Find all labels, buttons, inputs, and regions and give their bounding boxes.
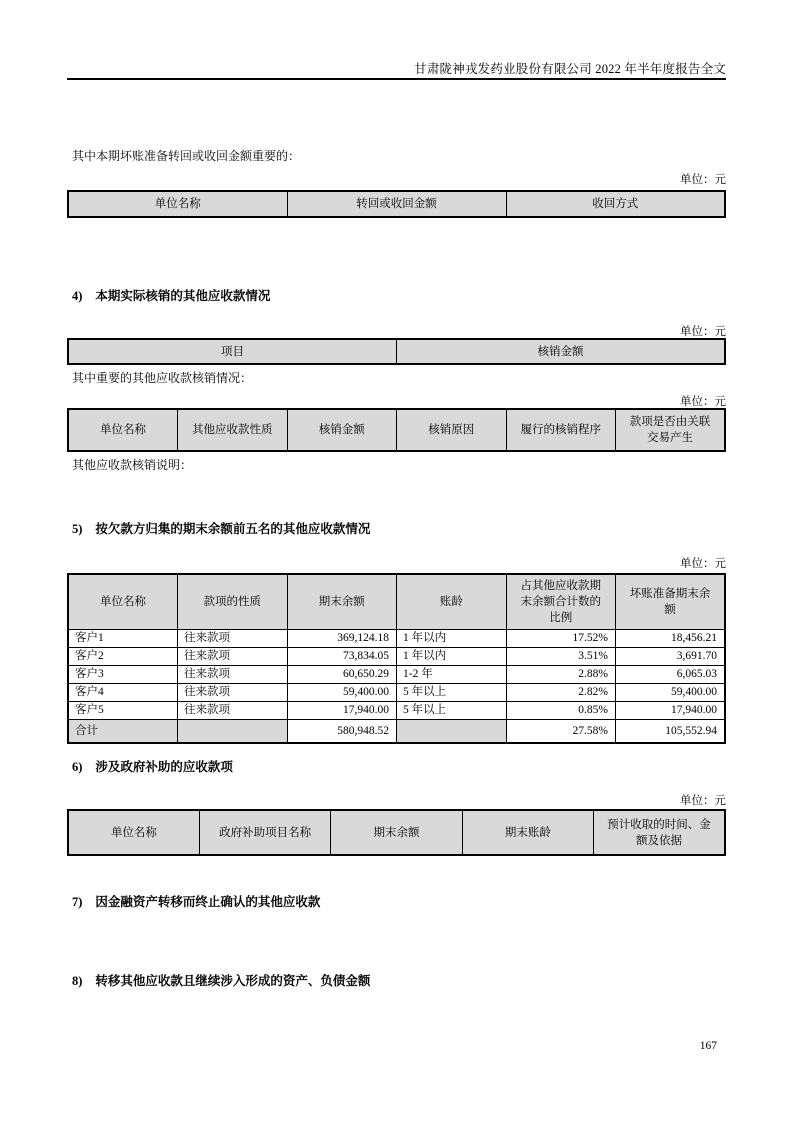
table-header-row — [68, 574, 725, 630]
cell-ending-balance: 17,940.00 — [287, 702, 397, 720]
cell-unit-name: 客户2 — [68, 648, 178, 666]
section-6-heading — [72, 757, 233, 775]
unit-label-5: 单位：元 — [680, 795, 726, 807]
section-7-title: 因金融资产转移而终止确认的其他应收款 — [95, 895, 321, 909]
col-header-receivable-nature: 其他应收款性质 — [178, 409, 288, 451]
cell-nature: 往来款项 — [178, 666, 288, 684]
top5-receivables-table — [67, 573, 726, 744]
table-row-customer-3 — [68, 666, 725, 684]
unit-label-2: 单位：元 — [680, 326, 726, 338]
col-header-subsidy-project: 政府补助项目名称 — [199, 810, 330, 855]
unit-label-1: 单位：元 — [680, 174, 726, 186]
section-4-title: 本期实际核销的其他应收款情况 — [95, 289, 271, 303]
table-row-customer-2 — [68, 648, 725, 666]
cell-nature: 往来款项 — [178, 630, 288, 648]
col-header-unit-name: 单位名称 — [68, 409, 178, 451]
section-4-heading — [72, 286, 270, 304]
section-8-number: 8) — [72, 974, 83, 988]
cell-empty — [397, 720, 507, 744]
cell-aging: 1 年以内 — [397, 648, 507, 666]
col-header-ending-balance: 期末余额 — [287, 574, 397, 630]
header-rule — [67, 78, 726, 80]
col-header-nature: 款项的性质 — [178, 574, 288, 630]
section-5-title: 按欠款方归集的期末余额前五名的其他应收款情况 — [95, 522, 371, 536]
col-header-aging: 账龄 — [397, 574, 507, 630]
section-5-heading — [72, 519, 370, 537]
cell-empty — [178, 720, 288, 744]
writeoff-detail-table — [67, 408, 726, 452]
col-header-writeoff-amount: 核销金额 — [397, 339, 726, 364]
cell-aging: 1-2 年 — [397, 666, 507, 684]
section-7-heading — [72, 892, 320, 910]
page-number: 167 — [699, 1040, 717, 1052]
cell-total-balance: 580,948.52 — [287, 720, 397, 744]
col-header-recovery-method: 收回方式 — [506, 191, 725, 217]
gov-subsidy-table — [67, 809, 726, 856]
table-row-customer-5 — [68, 702, 725, 720]
cell-ratio: 17.52% — [506, 630, 616, 648]
cell-bad-debt: 59,400.00 — [616, 684, 726, 702]
writeoff-summary-table — [67, 338, 726, 365]
cell-aging: 5 年以上 — [397, 684, 507, 702]
col-header-writeoff-reason: 核销原因 — [397, 409, 507, 451]
cell-aging: 1 年以内 — [397, 630, 507, 648]
report-header-title: 甘肃陇神戎发药业股份有限公司 2022 年半年度报告全文 — [414, 62, 726, 76]
cell-bad-debt: 18,456.21 — [616, 630, 726, 648]
col-header-related-party: 款项是否由关联交易产生 — [616, 409, 726, 451]
table-row-customer-1 — [68, 630, 725, 648]
cell-ratio: 2.88% — [506, 666, 616, 684]
section-5-number: 5) — [72, 522, 83, 536]
table-row-customer-4 — [68, 684, 725, 702]
cell-unit-name: 客户5 — [68, 702, 178, 720]
col-header-unit-name: 单位名称 — [68, 574, 178, 630]
col-header-writeoff-procedure: 履行的核销程序 — [506, 409, 616, 451]
section-6-number: 6) — [72, 760, 83, 774]
note-writeoff-explanation: 其他应收款核销说明： — [72, 458, 193, 472]
cell-ending-balance: 369,124.18 — [287, 630, 397, 648]
note-important-writeoff: 其中重要的其他应收款核销情况： — [72, 371, 253, 385]
section-7-number: 7) — [72, 895, 83, 909]
section-8-heading — [72, 971, 370, 989]
col-header-item: 项目 — [68, 339, 397, 364]
note-bad-debt-recovery: 其中本期坏账准备转回或收回金额重要的： — [72, 149, 301, 163]
cell-ending-balance: 60,650.29 — [287, 666, 397, 684]
col-header-unit-name: 单位名称 — [68, 191, 287, 217]
col-header-expected-collection: 预计收取的时间、金额及依据 — [594, 810, 725, 855]
col-header-unit-name: 单位名称 — [68, 810, 199, 855]
unit-label-4: 单位：元 — [680, 558, 726, 570]
cell-bad-debt: 17,940.00 — [616, 702, 726, 720]
cell-unit-name: 客户4 — [68, 684, 178, 702]
cell-aging: 5 年以上 — [397, 702, 507, 720]
col-header-ratio: 占其他应收款期末余额合计数的比例 — [506, 574, 616, 630]
table-header-row — [68, 191, 725, 217]
cell-unit-name: 客户3 — [68, 666, 178, 684]
section-8-title: 转移其他应收款且继续涉入形成的资产、负债金额 — [95, 974, 371, 988]
cell-bad-debt: 6,065.03 — [616, 666, 726, 684]
cell-ratio: 2.82% — [506, 684, 616, 702]
cell-ratio: 3.51% — [506, 648, 616, 666]
cell-total-bad-debt: 105,552.94 — [616, 720, 726, 744]
col-header-bad-debt-provision: 坏账准备期末余额 — [616, 574, 726, 630]
cell-unit-name: 客户1 — [68, 630, 178, 648]
table-header-row — [68, 409, 725, 451]
col-header-recovered-amount: 转回或收回金额 — [287, 191, 506, 217]
cell-nature: 往来款项 — [178, 702, 288, 720]
table-total-row — [68, 720, 725, 744]
unit-label-3: 单位：元 — [680, 396, 726, 408]
section-6-title: 涉及政府补助的应收款项 — [95, 760, 233, 774]
table-header-row — [68, 810, 725, 855]
col-header-writeoff-amount: 核销金额 — [287, 409, 397, 451]
cell-ratio: 0.85% — [506, 702, 616, 720]
cell-nature: 往来款项 — [178, 684, 288, 702]
cell-ending-balance: 73,834.05 — [287, 648, 397, 666]
table-header-row — [68, 339, 725, 364]
recovery-table — [67, 190, 726, 218]
col-header-ending-aging: 期末账龄 — [462, 810, 593, 855]
col-header-ending-balance: 期末余额 — [331, 810, 462, 855]
cell-total-ratio: 27.58% — [506, 720, 616, 744]
cell-bad-debt: 3,691.70 — [616, 648, 726, 666]
cell-total-label: 合计 — [68, 720, 178, 744]
cell-ending-balance: 59,400.00 — [287, 684, 397, 702]
cell-nature: 往来款项 — [178, 648, 288, 666]
section-4-number: 4) — [72, 289, 83, 303]
